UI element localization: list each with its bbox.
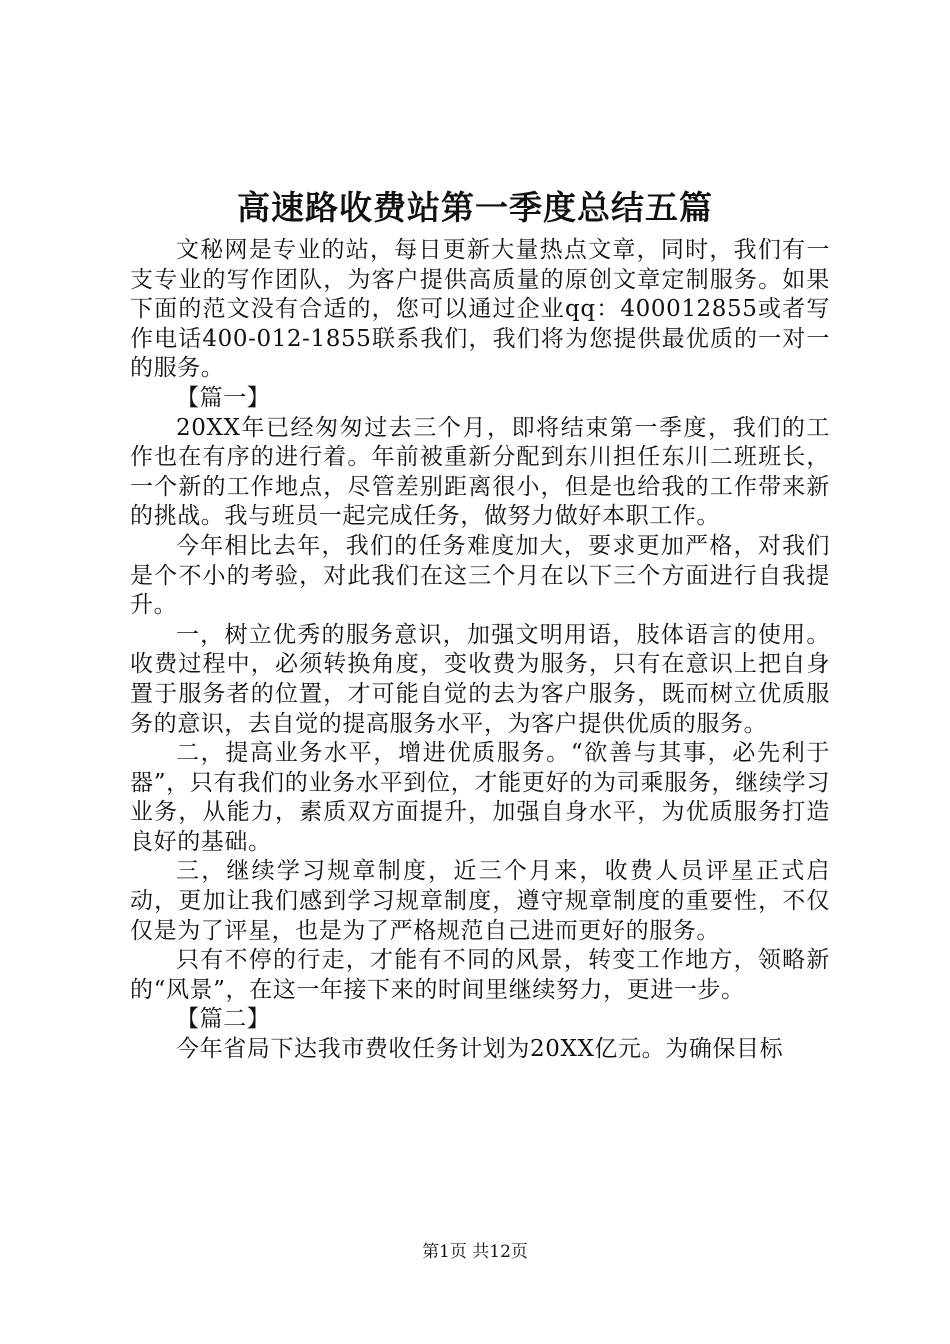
body-paragraph: 今年省局下达我市费收任务计划为20XX亿元。为确保目标 [176,1036,784,1063]
intro-paragraph: 文秘网是专业的站，每日更新大量热点文章，同时，我们有一支专业的写作团队，为客户提供高质量的原创文章定制服务。如果下面的范文没有合适的，您可以通过企业qq：400012855或者写作电话400-012-1855联系我们，我们将为您提供最优质的一对一的服务。 [130,237,830,382]
body-paragraph: 三，继续学习规章制度，近三个月来，收费人员评星正式启动，更加让我们感到学习规章制度，遵守规章制度的重要性，不仅仅是为了评星，也是为了严格规范自己进而更好的服务。 [130,858,830,944]
body-paragraph: 只有不停的行走，才能有不同的风景，转变工作地方，领略新的“风景”，在这一年接下来的时间里继续努力，更进一步。 [130,947,830,1003]
body-paragraph: 20XX年已经匆匆过去三个月，即将结束第一季度，我们的工作也在有序的进行着。年前被重新分配到东川担任东川二班班长，一个新的工作地点，尽管差别距离很小，但是也给我的工作带来新的挑战。我与班员一起完成任务，做努力做好本职工作。 [130,414,830,530]
section-heading-2: 【篇二】 [176,1006,271,1033]
page-footer: 第1页 共12页 [422,1242,528,1262]
body-paragraph: 一，树立优秀的服务意识，加强文明用语，肢体语言的使用。收费过程中，必须转换角度，变收费为服务，只有在意识上把自身置于服务者的位置，才可能自觉的去为客户服务，既而树立优质服务的意识，去自觉的提高服务水平，为客户提供优质的服务。 [130,621,830,737]
document-title: 高速路收费站第一季度总结五篇 [237,188,713,227]
section-heading-1: 【篇一】 [176,384,271,411]
document-body [130,236,830,1065]
body-paragraph: 今年相比去年，我们的任务难度加大，要求更加严格，对我们是个不小的考验，对此我们在这三个月在以下三个方面进行自我提升。 [130,532,830,619]
body-paragraph: 二，提高业务水平，增进优质服务。“欲善与其事，必先利于器”，只有我们的业务水平到位，才能更好的为司乘服务，继续学习业务，从能力，素质双方面提升，加强自身水平，为优质服务打造良好的基础。 [130,740,830,855]
